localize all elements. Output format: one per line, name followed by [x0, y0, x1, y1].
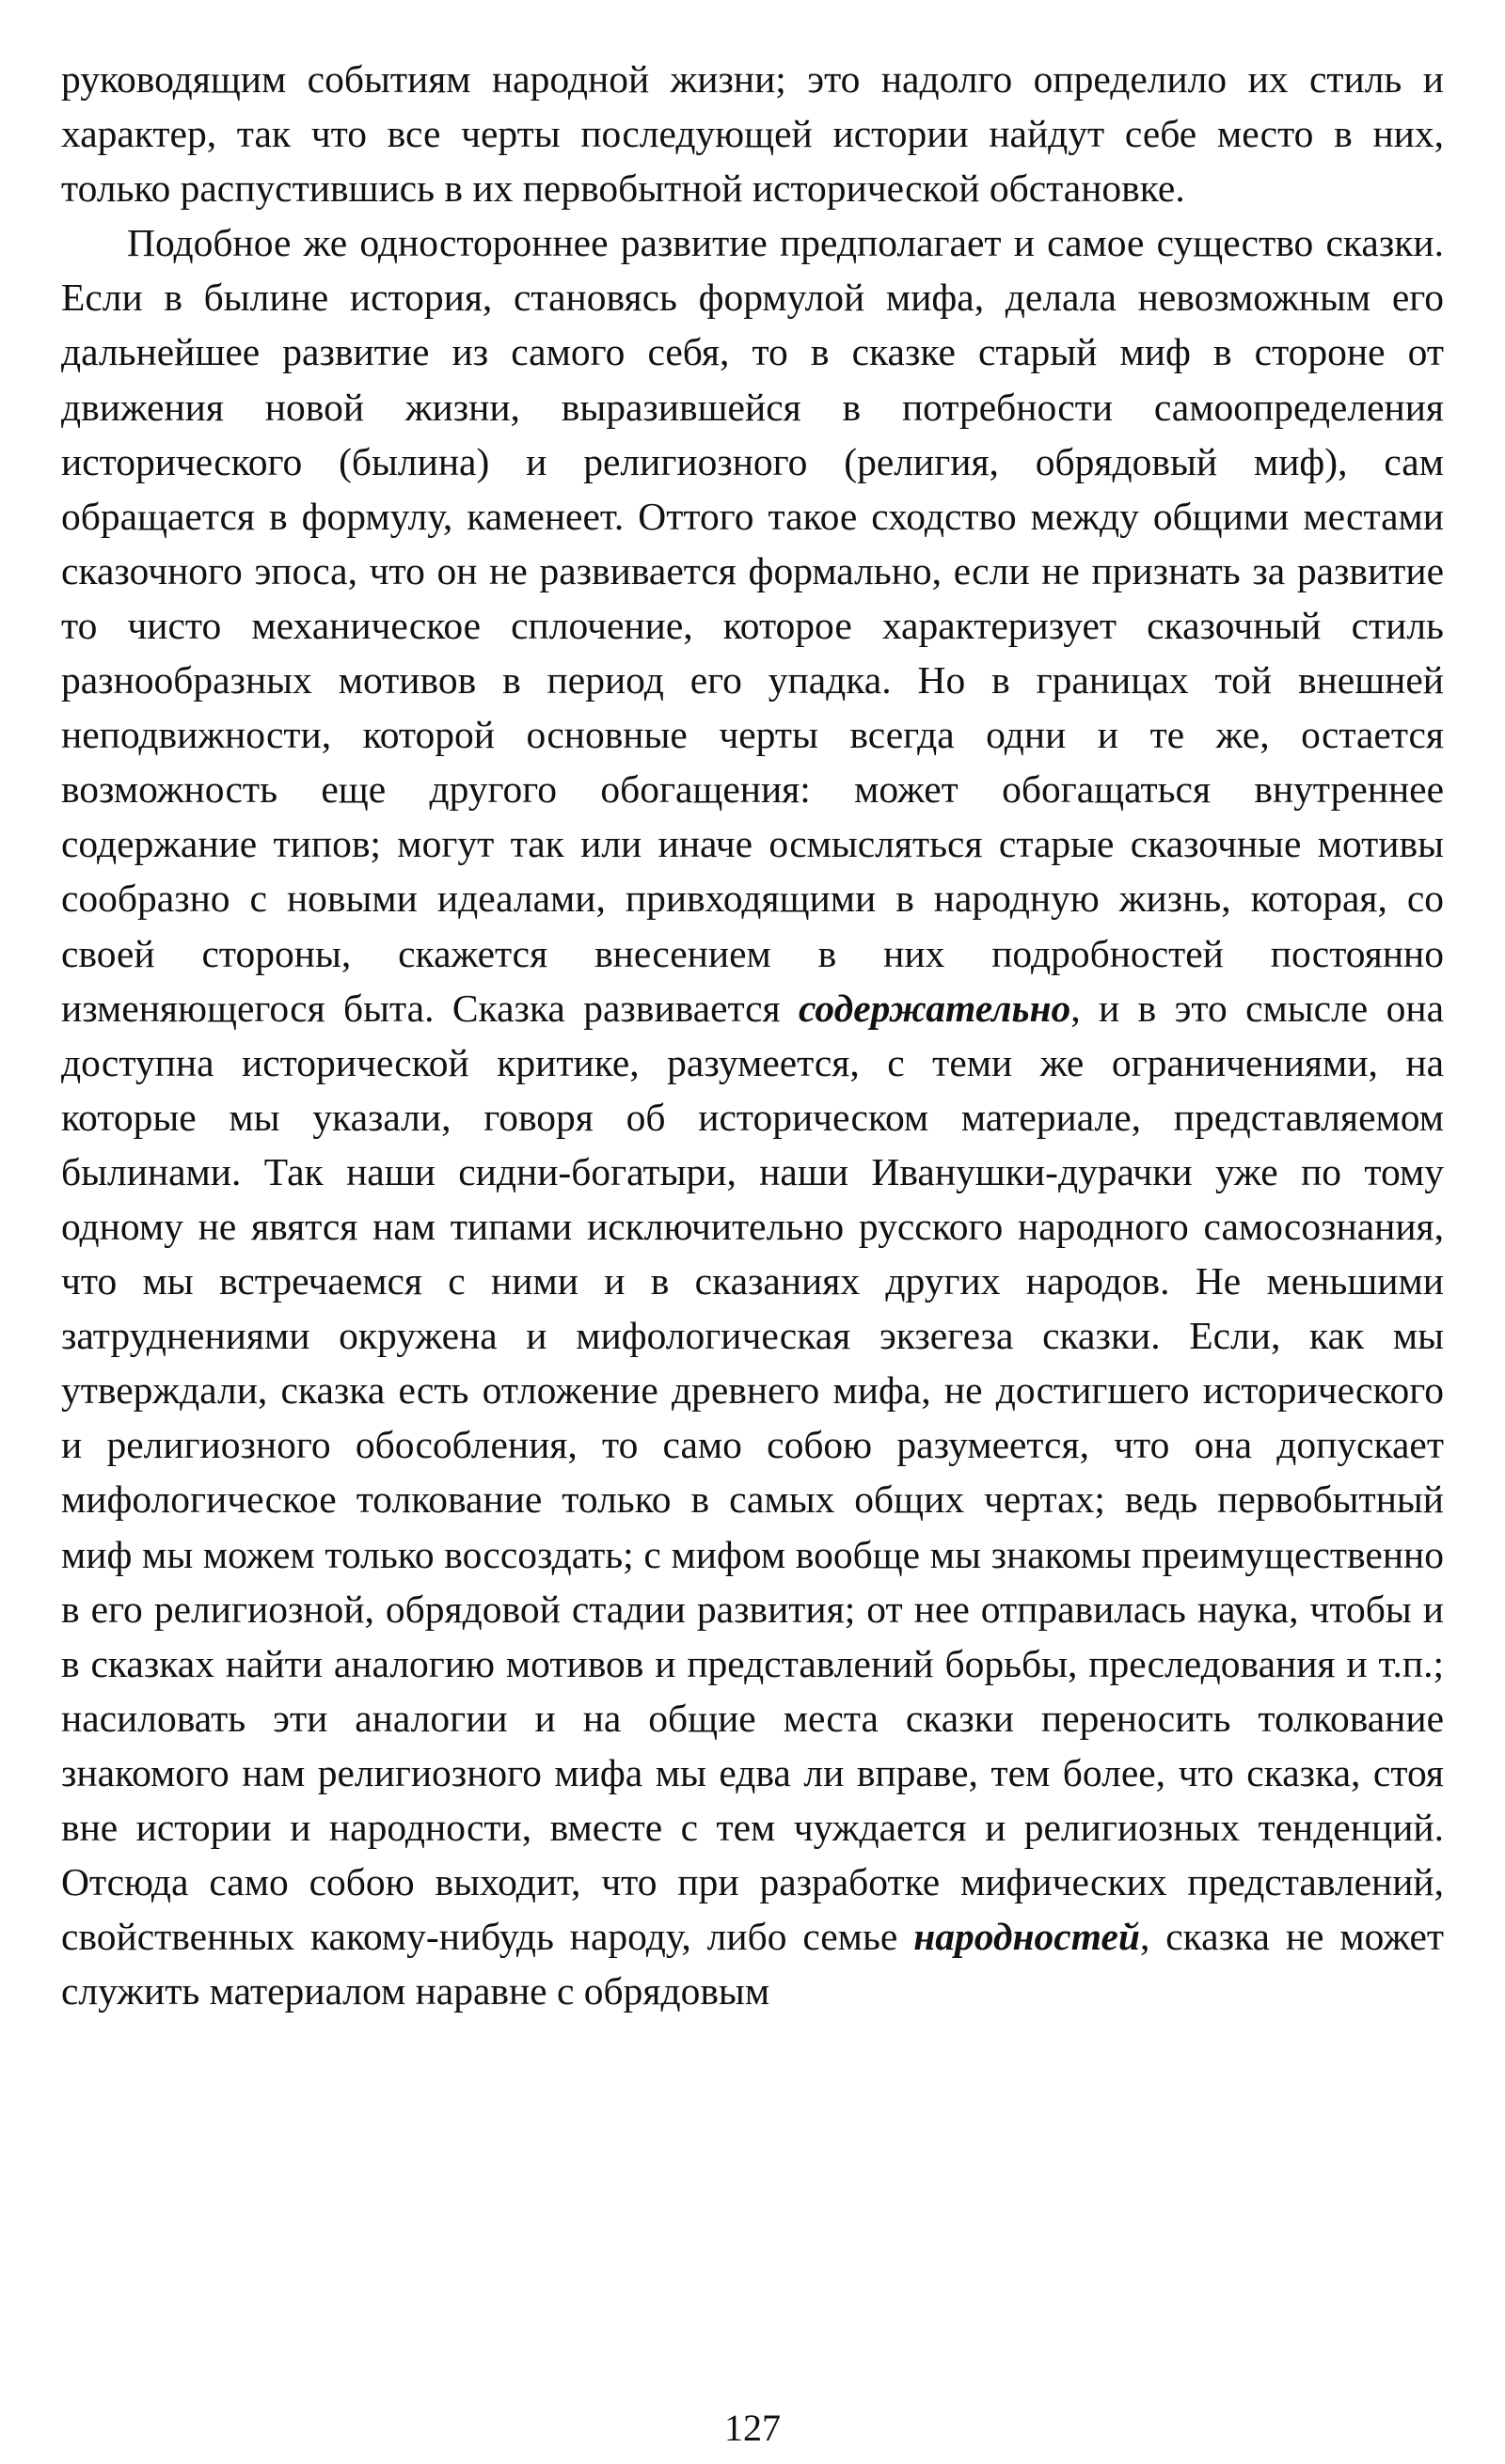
emphasis-narodnostey: народностей	[913, 1915, 1140, 1959]
paragraph-text-part-3: , сказка не может служить материалом наравне с обрядовым	[61, 1915, 1445, 2014]
document-page	[61, 52, 1444, 2018]
paragraph-main	[61, 215, 1444, 2018]
paragraph-text-part-1: Подобное же одностороннее развитие предполагает и самое существо сказки. Если в былине история, становясь формулой мифа, делала невозможным его дальнейшее развитие из самого себя, то в сказке старый миф в стороне от движения новой жизни, выразившейся в потребности самоопределения исторического (былина) и религиозного (религия, обрядовый миф), сам обращается в формулу, каменеет. Оттого такое сходство между общими местами сказочного эпоса, что он не развивается формально, если не признать за развитие то чисто механическое сплочение, которое характеризует сказочный стиль разнообразных мотивов в период его упадка. Но в границах той внешней неподвижности, которой основные черты всегда одни и те же, остается возможность еще другого обогащения: может обогащаться внутреннее содержание типов; могут так или иначе осмысляться старые сказочные мотивы сообразно с новыми идеалами, привходящими в народную жизнь, которая, со своей стороны, скажется внесением в них подробностей постоянно изменяющегося быта. Сказка развивается	[61, 221, 1444, 1030]
emphasis-soderzhatelno: содержательно	[799, 986, 1071, 1030]
page-number: 127	[724, 2407, 781, 2449]
paragraph-text-part-2: , и в это смысле она доступна исторической критике, разумеется, с теми же ограничениями, на которые мы указали, говоря об историческом материале, представляемом былинами. Так наши сидни-богатыри, наши Иванушки-дурачки уже по тому одному не явятся нам типами исключительно русского народного самосознания, что мы встречаемся с ними и в сказаниях других народов. Не меньшими затруднениями окружена и мифологическая экзегеза сказки. Если, как мы утверждали, сказка есть отложение древнего мифа, не достигшего исторического и религиозного обособления, то само собою разумеется, что она допускает мифологическое толкование только в самых общих чертах; ведь первобытный миф мы можем только воссоздать; с мифом вообще мы знакомы преимущественно в его религиозной, обрядовой стадии развития; от нее отправилась наука, чтобы и в сказках найти аналогию мотивов и представлений борьбы, преследования и т.п.; насиловать эти аналогии и на общие места сказки переносить толкование знакомого нам религиозного мифа мы едва ли вправе, тем более, что сказка, стоя вне истории и народности, вместе с тем чуждается и религиозных тенденций. Отсюда само собою выходит, что при разработке мифических представлений, свойственных какому-нибудь народу, либо семье	[61, 986, 1444, 1959]
paragraph-text: руководящим событиям народной жизни; это надолго определило их стиль и характер, так что все черты последующей истории найдут себе место в них, только распустившись в их первобытной исторической обстановке.	[61, 57, 1444, 211]
paragraph-continuation	[61, 52, 1444, 215]
